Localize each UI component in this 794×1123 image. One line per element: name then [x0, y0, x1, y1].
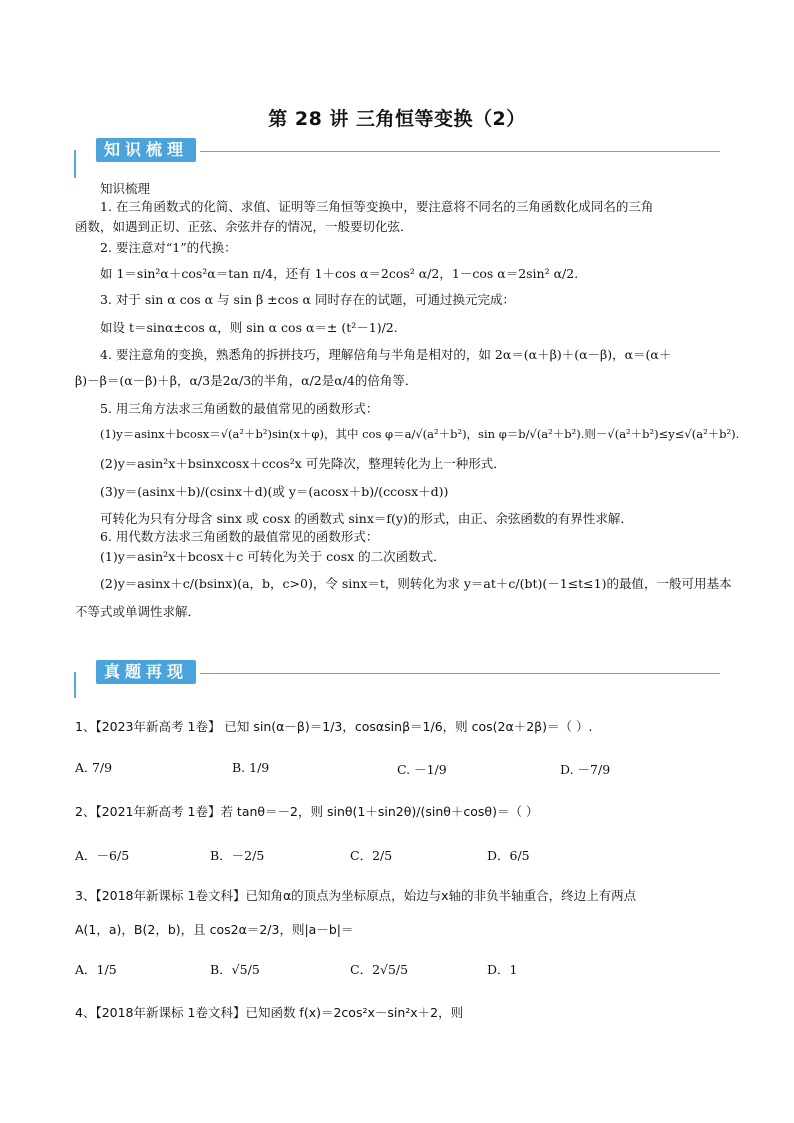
knowledge-p1a: 1. 在三角函数式的化简、求值、证明等三角恒等变换中，要注意将不同名的三角函数化成同名的三角 [100, 199, 654, 214]
section-bar [74, 150, 76, 178]
question-3-stem-2: A(1，a)，B(2，b)，且 cos2α＝2/3，则|a－b|＝ [75, 922, 354, 937]
question-1-option-a: A. 7/9 [75, 760, 113, 775]
question-3-stem: 3、【2018年新课标 1卷文科】已知角α的顶点为坐标原点，始边与x轴的非负半轴重合，终边上有两点 [75, 888, 637, 903]
section-divider [200, 151, 720, 152]
knowledge-p1b: 函数，如遇到正切、正弦、余弦并存的情况，一般要切化弦． [75, 219, 413, 234]
question-3-option-a: A．1/5 [75, 962, 117, 977]
section-divider [200, 673, 720, 674]
knowledge-p6: 6. 用代数方法求三角函数的最值常见的函数形式： [100, 529, 379, 544]
knowledge-p5-3: (3)y＝(asinx＋b)/(csinx＋d)(或 y＝(acosx＋b)/(ccosx＋d)) [100, 484, 449, 499]
knowledge-p3-formula: 如设 t＝sinα±cos α，则 sin α cos α＝± (t²－1)/2. [100, 320, 398, 335]
knowledge-p2-formula: 如 1＝sin²α＋cos²α＝tan π/4，还有 1＋cos α＝2cos² α/2，1－cos α＝2sin² α/2. [100, 266, 579, 281]
knowledge-p5: 5. 用三角方法求三角函数的最值常见的函数形式： [100, 401, 379, 416]
knowledge-p4a: 4. 要注意角的变换，熟悉角的拆拼技巧，理解倍角与半角是相对的，如 2α＝(α＋β)＋(α－β)，α＝(α＋ [100, 347, 672, 362]
knowledge-p5-1: (1)y＝asinx＋bcosx＝√(a²＋b²)sin(x＋φ)，其中 cos φ＝a/√(a²＋b²)，sin φ＝b/√(a²＋b²).则－√(a²＋b²)≤y≤√(a²＋b²). [100, 427, 740, 441]
knowledge-p5-2: (2)y＝asin²x＋bsinxcosx＋ccos²x 可先降次，整理转化为上一种形式． [100, 456, 506, 471]
question-1-option-d: D. －7/9 [560, 762, 611, 777]
section-badge-exam: 真题再现 [96, 660, 196, 684]
question-1-option-b: B. 1/9 [232, 760, 270, 775]
knowledge-p4b: β)－β＝(α－β)＋β，α/3是2α/3的半角，α/2是α/4的倍角等． [75, 373, 418, 388]
question-2-option-c: C．2/5 [350, 848, 393, 863]
knowledge-p2: 2. 要注意对“1”的代换： [100, 240, 237, 255]
question-3-option-d: D．1 [487, 962, 518, 977]
question-1-option-c: C. －1/9 [397, 762, 447, 777]
page-title: 第 28 讲 三角恒等变换（2） [268, 108, 526, 130]
knowledge-p6-1: (1)y＝asin²x＋bcosx＋c 可转化为关于 cosx 的二次函数式． [100, 549, 446, 564]
knowledge-p5-4: 可转化为只有分母含 sinx 或 cosx 的函数式 sinx＝f(y)的形式，由正、余弦函数的有界性求解． [100, 511, 633, 526]
knowledge-p3: 3. 对于 sin α cos α 与 sin β ±cos α 同时存在的试题，可通过换元完成： [100, 292, 515, 307]
question-3-option-b: B．√5/5 [210, 962, 260, 977]
question-2-option-d: D．6/5 [487, 848, 530, 863]
question-2-option-b: B．－2/5 [210, 848, 265, 863]
knowledge-p6-2: (2)y＝asinx＋c/(bsinx)(a，b，c>0)，令 sinx＝t，则转化为求 y＝at＋c/(bt)(－1≤t≤1)的最值，一般可用基本 [100, 576, 732, 591]
question-3-option-c: C．2√5/5 [350, 962, 409, 977]
question-1-stem: 1、【2023年新高考 1卷】 已知 sin(α－β)＝1/3，cosαsinβ＝1/6，则 cos(2α＋2β)＝（ ）. [75, 719, 593, 734]
knowledge-p6-3: 不等式或单调性求解． [75, 604, 201, 619]
knowledge-heading: 知识梳理 [100, 181, 151, 196]
section-badge-knowledge: 知识梳理 [96, 138, 196, 162]
question-2-option-a: A．－6/5 [75, 848, 130, 863]
question-4-stem: 4、【2018年新课标 1卷文科】已知函数 f(x)＝2cos²x－sin²x＋2，则 [75, 1005, 464, 1020]
section-bar [74, 672, 76, 698]
question-2-stem: 2、【2021年新高考 1卷】若 tanθ＝－2，则 sinθ(1＋sin2θ)/(sinθ＋cosθ)＝（ ） [75, 804, 539, 819]
